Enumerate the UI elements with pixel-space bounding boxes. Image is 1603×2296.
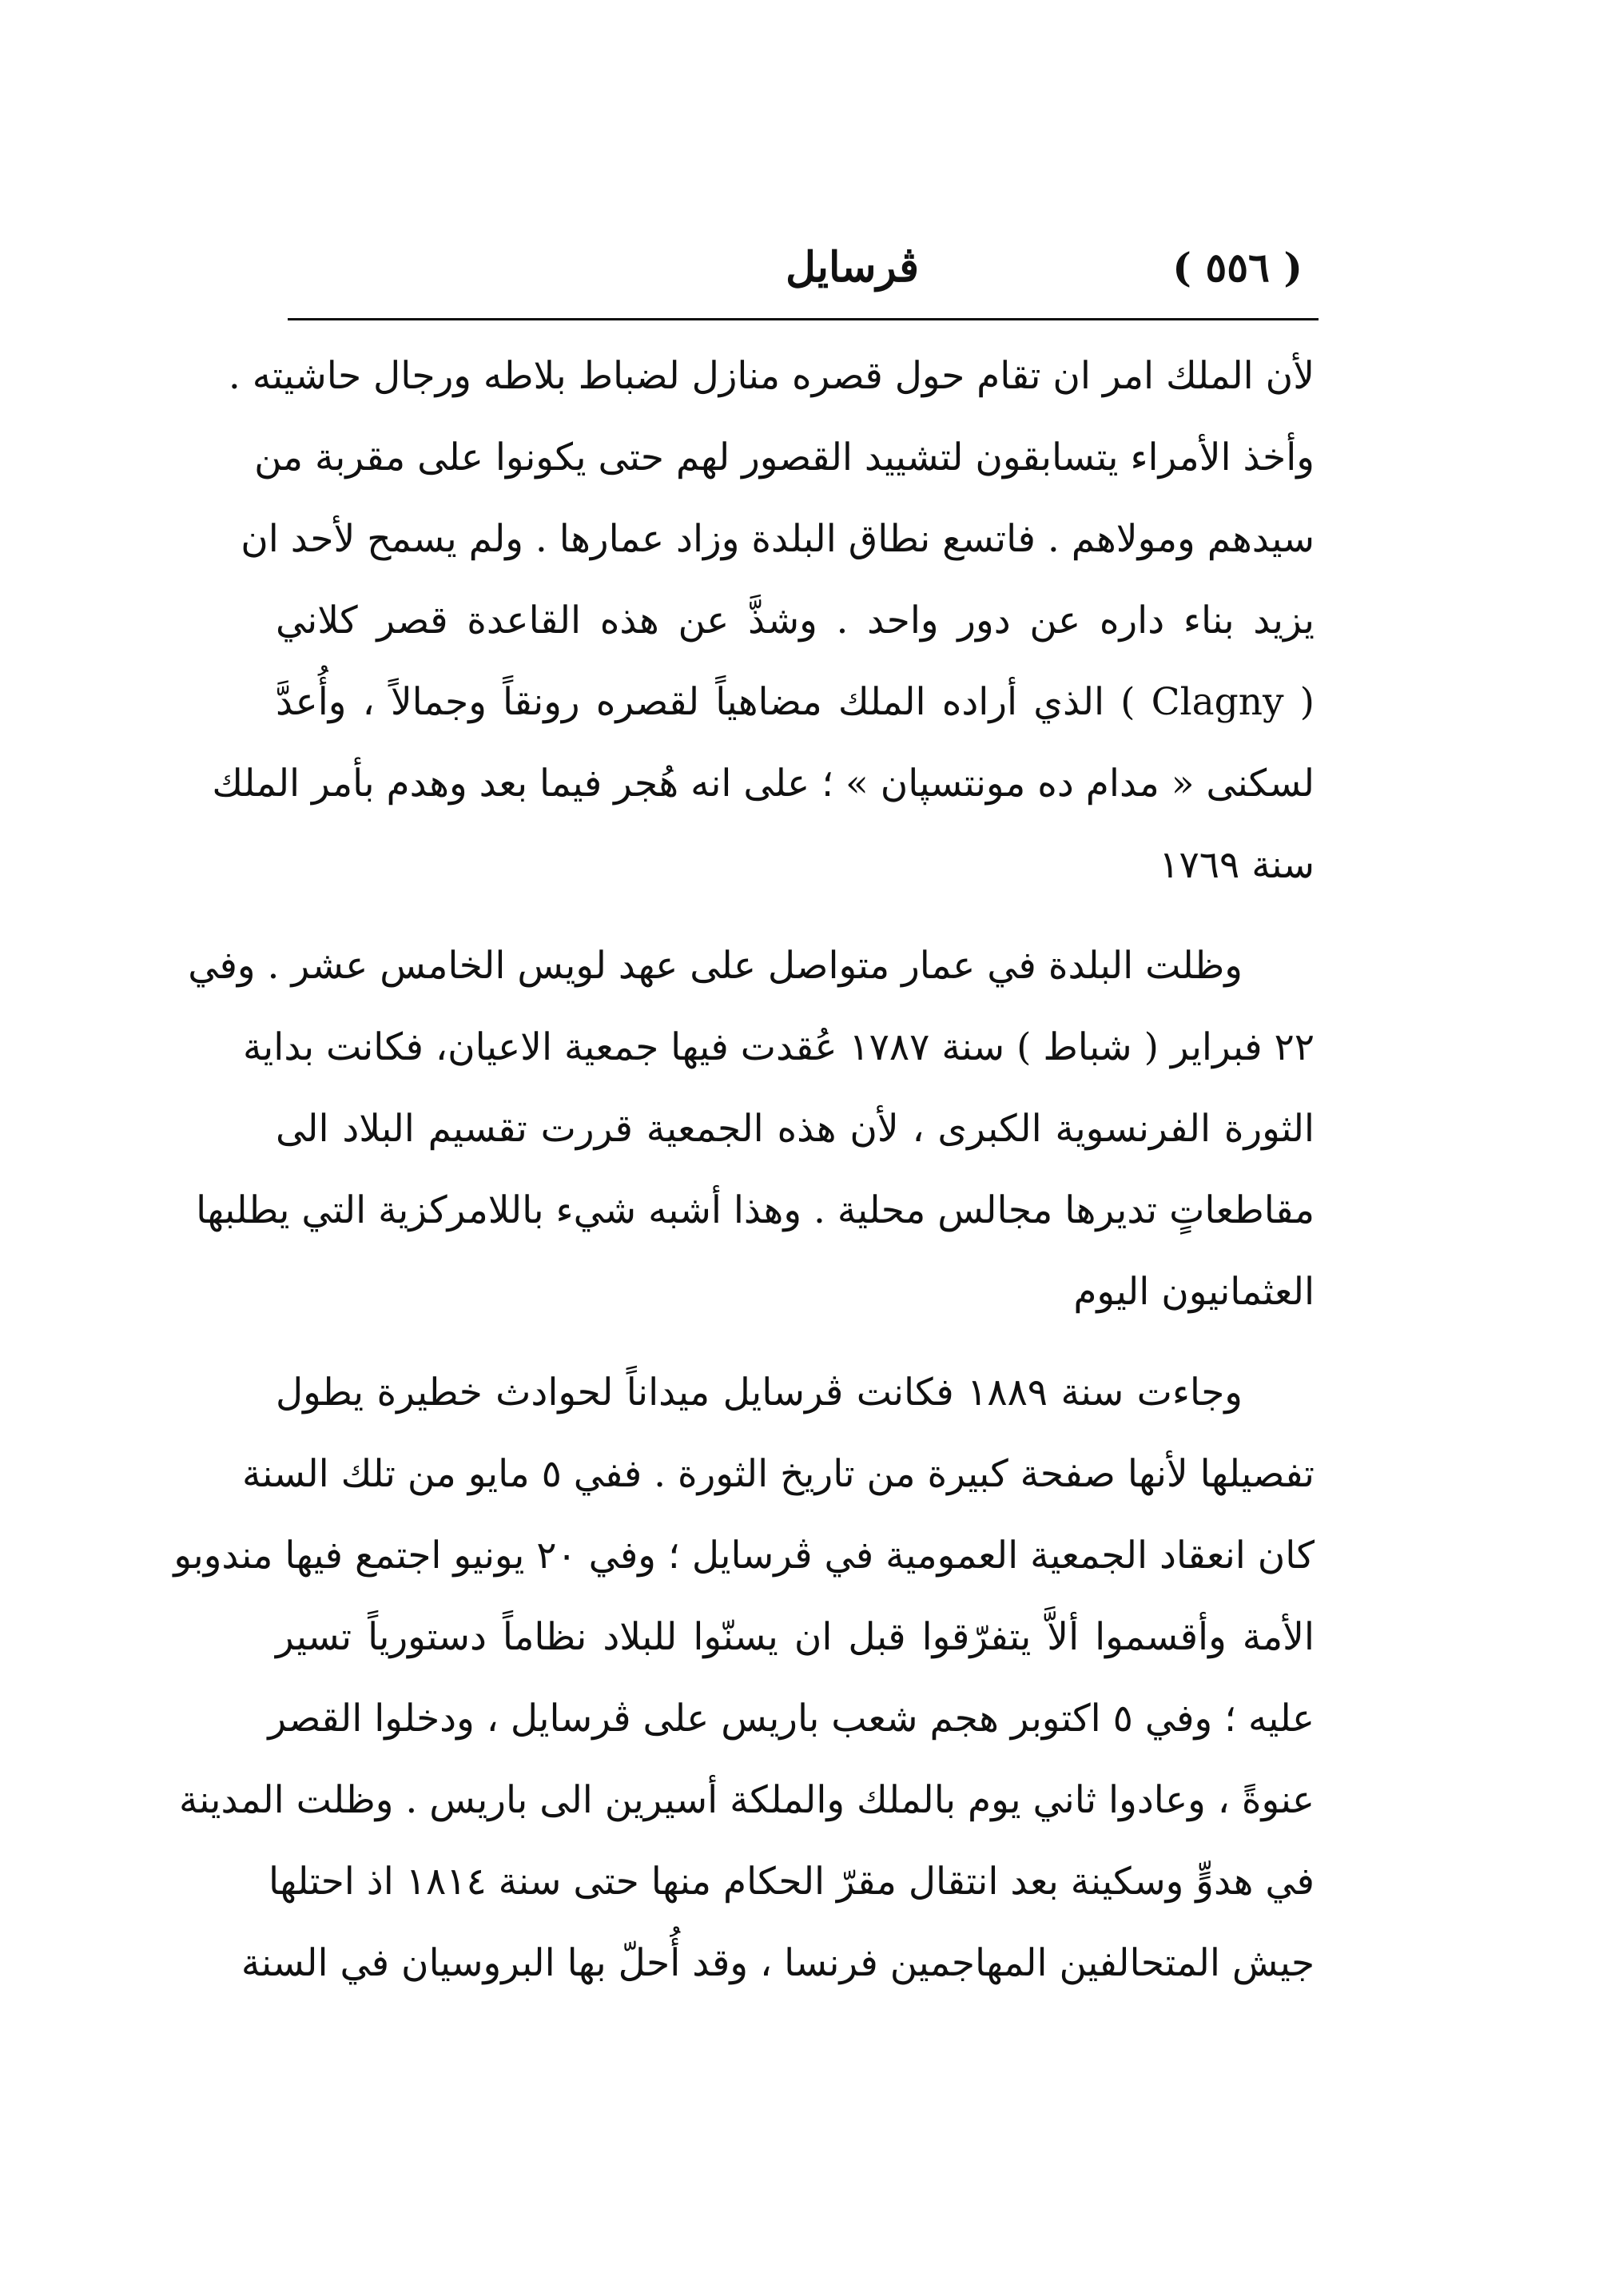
text-line: ٢٢ فبراير ( شباط ) سنة ١٧٨٧ عُقدت فيها جمعية الاعيان، فكانت بداية (242, 1025, 1315, 1069)
text-line: وظلت البلدة في عمار متواصل على عهد لويس الخامس عشر . وفي (188, 944, 1243, 988)
text-line: وأخذ الأمراء يتسابقون لتشييد القصور لهم حتى يكونوا على مقربة من (254, 436, 1315, 479)
text-line: تفصيلها لأنها صفحة كبيرة من تاريخ الثورة . ففي ٥ مايو من تلك السنة (242, 1452, 1315, 1496)
text-line: لسكنى « مدام ده مونتسپان » ؛ على انه هُجر فيما بعد وهدم بأمر الملك (212, 762, 1315, 806)
text-line: كان انعقاد الجمعية العمومية في ڤرسايل ؛ وفي ٢٠ يونيو اجتمع فيها مندوبو (173, 1534, 1315, 1578)
text-line: وجاءت سنة ١٨٨٩ فكانت ڤرسايل ميداناً لحوادث خطيرة يطول (276, 1371, 1243, 1415)
text-line: مقاطعاتٍ تديرها مجالس محلية . وهذا أشبه شيء باللامركزية التي يطلبها (196, 1188, 1315, 1232)
paragraph-3 (173, 1352, 1315, 2004)
text-line: سيدهم ومولاهم . فاتسع نطاق البلدة وزاد عمارها . ولم يسمح لأحد ان (241, 517, 1315, 561)
text-line: يزيد بناء داره عن دور واحد . وشذَّ عن هذه القاعدة قصر كلاني (276, 599, 1315, 643)
text-line: العثمانيون اليوم (1073, 1270, 1315, 1314)
text-line: جيش المتحالفين المهاجمين فرنسا ، وقد أُحلّ بها البروسيان في السنة (241, 1941, 1315, 1985)
paragraph-2 (188, 925, 1315, 1333)
text-line: سنة ١٧٦٩ (1159, 843, 1315, 887)
header-rule (288, 318, 1319, 320)
paragraph-gap (276, 1333, 1315, 1352)
text-line: لأن الملك امر ان تقام حول قصره منازل لضباط بلاطه ورجال حاشيته . (228, 354, 1315, 398)
text-line: ( Clagny ) الذي أراده الملك مضاهياً لقصره رونقاً وجمالاً ، وأُعدَّ (276, 680, 1315, 724)
text-line: عليه ؛ وفي ٥ اكتوبر هجم شعب باريس على ڤرسايل ، ودخلوا القصر (268, 1697, 1315, 1741)
paragraph-1 (212, 336, 1315, 906)
page-header (288, 224, 1319, 312)
body-text (173, 336, 1315, 2004)
page-number: ( ٥٥٦ ) (1172, 244, 1303, 291)
text-line: الثورة الفرنسوية الكبرى ، لأن هذه الجمعية قررت تقسيم البلاد الى (276, 1107, 1315, 1151)
running-title: ڤرسايل (786, 243, 919, 292)
text-line: الأمة وأقسموا ألاَّ يتفرّقوا قبل ان يسنّوا للبلاد نظاماً دستورياً تسير (276, 1615, 1315, 1659)
text-line: عنوةً ، وعادوا ثاني يوم بالملك والملكة أسيرين الى باريس . وظلت المدينة (179, 1778, 1315, 1822)
text-line: في هدوٍّ وسكينة بعد انتقال مقرّ الحكام منها حتى سنة ١٨١٤ اذ احتلها (268, 1860, 1315, 1904)
paragraph-gap (276, 906, 1315, 925)
